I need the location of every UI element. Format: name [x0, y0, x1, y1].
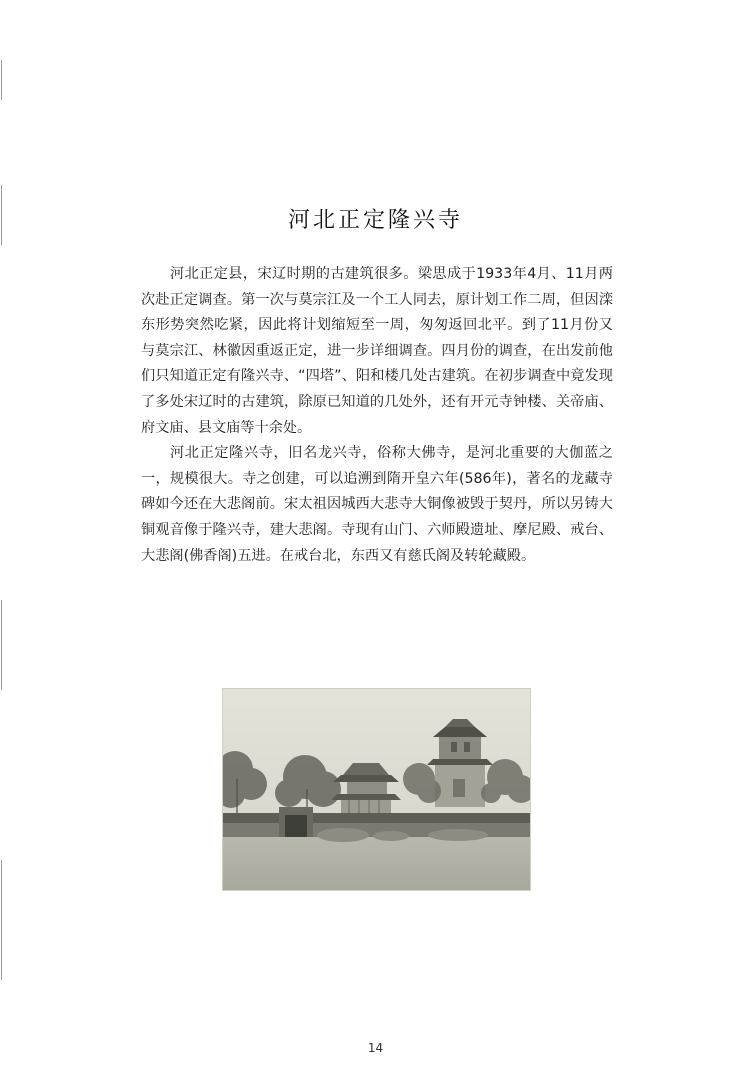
scan-edge-mark	[1, 60, 2, 100]
paragraph: 河北正定隆兴寺，旧名龙兴寺，俗称大佛寺，是河北重要的大伽蓝之一，规模很大。寺之创建，可以追溯到隋开皇六年(586年)，著名的龙藏寺碑如今还在大悲阁前。宋太祖因城西大悲寺大铜像被毁于契丹，所以另铸大铜观音像于隆兴寺，建大悲阁。寺现有山门、六师殿遗址、摩尼殿、戒台、大悲阁(佛香阁)五进。在戒台北，东西又有慈氏阁及转轮藏殿。	[141, 445, 613, 564]
page-number: 14	[367, 1041, 384, 1055]
article-body	[141, 262, 613, 569]
paragraph: 河北正定县，宋辽时期的古建筑很多。梁思成于1933年4月、11月两次赴正定调查。第一次与莫宗江及一个工人同去，原计划工作二周，但因滦东形势突然吃紧，因此将计划缩短至一周，匆匆返回北平。到了11月份又与莫宗江、林徽因重返正定，进一步详细调查。四月份的调查，在出发前他们只知道正定有隆兴寺、“四塔”、阳和楼几处古建筑。在初步调查中竟发现了多处宋辽时的古建筑，除原已知道的几处外，还有开元寺钟楼、关帝庙、府文庙、县文庙等十余处。	[141, 266, 613, 436]
scan-edge-mark	[1, 860, 2, 980]
scan-edge-mark	[1, 600, 2, 690]
temple-photograph	[222, 688, 531, 891]
article-title: 河北正定隆兴寺	[287, 208, 463, 233]
